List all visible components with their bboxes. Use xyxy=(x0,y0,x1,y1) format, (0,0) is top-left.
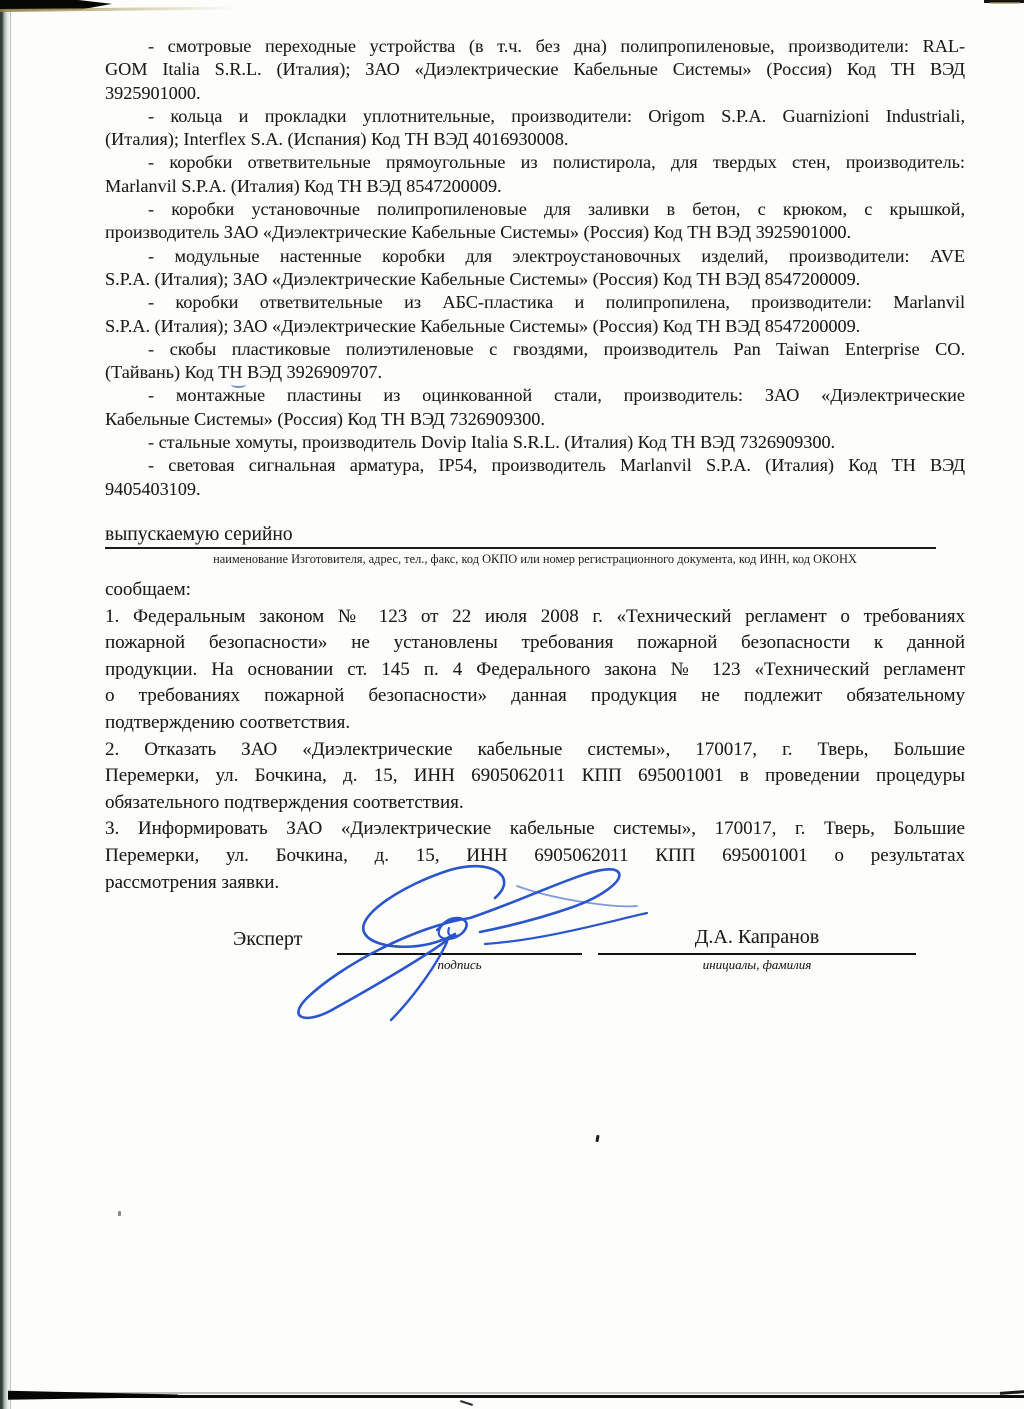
text-line: Marlanvil S.P.A. (Италия) Код ТН ВЭД 8547200009. xyxy=(105,175,502,196)
series-underline xyxy=(105,547,936,549)
name-line-caption: инициалы, фамилия xyxy=(702,957,812,972)
product-list xyxy=(105,35,965,501)
text-line: о требованиях пожарной безопасности» данная продукция не подлежит обязательному xyxy=(105,685,965,707)
text-line: 9405403109. xyxy=(105,478,201,499)
series-underlined-text: выпускаемую серийно xyxy=(105,524,293,545)
text-line: сообщаем: xyxy=(105,579,191,600)
text-line: - коробки установочные полипропиленовые для заливки в бетон, с крюком, с крышкой, xyxy=(148,199,965,220)
scan-edge-left-line xyxy=(10,0,11,1409)
scan-artifact-bottom-smear xyxy=(40,1392,1020,1394)
text-line: - скобы пластиковые полиэтиленовые с гвоздями, производитель Pan Taiwan Enterprise CO. xyxy=(148,338,965,359)
text-line: 3925901000. xyxy=(105,82,201,103)
text-line: GOM Italia S.R.L. (Италия); ЗАО «Диэлектрические Кабельные Системы» (Россия) Код ТН ВЭД xyxy=(105,59,965,80)
text-line: - коробки ответвительные прямоугольные из полистирола, для твердых стен, производитель: xyxy=(148,152,965,173)
scan-speck xyxy=(118,1211,121,1216)
text-line: подтверждению соответствия. xyxy=(105,711,351,733)
text-line: рассмотрения заявки. xyxy=(105,871,280,893)
expert-name: Д.А. Капранов xyxy=(694,926,820,948)
text-line: - модульные настенные коробки для электроустановочных изделий, производители: AVE xyxy=(148,245,965,266)
text-line: - монтажные пластины из оцинкованной стали, производитель: ЗАО «Диэлектрические xyxy=(148,385,965,406)
signature-scribble xyxy=(285,856,650,1031)
text-line: 2. Отказать ЗАО «Диэлектрические кабельные системы», 170017, г. Тверь, Большие xyxy=(105,738,965,760)
signature-line-caption: подпись xyxy=(437,957,482,972)
text-line: пожарной безопасности» не установлены требования пожарной безопасности к данной xyxy=(105,632,965,654)
text-line: - световая сигнальная арматура, IP54, производитель Marlanvil S.P.A. (Италия) Код ТН ВЭД xyxy=(148,455,965,476)
text-line: Кабельные Системы» (Россия) Код ТН ВЭД 7326909300. xyxy=(105,408,545,429)
text-line: продукции. На основании ст. 145 п. 4 Федерального закона № 123 «Технический регламент xyxy=(105,658,965,680)
text-line: - коробки ответвительные из АБС-пластика и полипропилена, производители: Marlanvil xyxy=(148,292,965,313)
text-line: 1. Федеральным законом № 123 от 22 июля 2008 г. «Технический регламент о требованиях xyxy=(105,605,965,627)
statement-text xyxy=(105,577,965,896)
text-line: S.P.A. (Италия); ЗАО «Диэлектрические Кабельные Системы» (Россия) Код ТН ВЭД 8547200009. xyxy=(105,315,861,336)
text-line: (Италия); Interflex S.A. (Испания) Код ТН ВЭД 4016930008. xyxy=(105,129,569,150)
series-section xyxy=(105,524,965,566)
scan-speck xyxy=(595,1135,599,1142)
text-line: обязательного подтверждения соответствия. xyxy=(105,791,464,813)
text-line: (Тайвань) Код ТН ВЭД 3926909707. xyxy=(105,362,383,383)
text-line: - смотровые переходные устройства (в т.ч. без дна) полипропиленовые, производители: RAL- xyxy=(148,36,965,56)
scan-artifact-top-right-tan xyxy=(990,2,1020,4)
text-line: производитель ЗАО «Диэлектрические Кабельные Системы» (Россия) Код ТН ВЭД 3925901000. xyxy=(105,222,852,243)
scan-artifact-bottom-mark xyxy=(460,1400,473,1406)
text-line: Перемерки, ул. Бочкина, д. 15, ИНН 6905062011 КПП 695001001 о результатах xyxy=(105,844,965,866)
text-line: - кольца и прокладки уплотнительные, производители: Origom S.P.A. Guarnizioni Industriali, xyxy=(148,105,965,126)
text-line: Перемерки, ул. Бочкина, д. 15, ИНН 6905062011 КПП 695001001 в проведении процедуры xyxy=(105,765,965,787)
expert-label: Эксперт xyxy=(233,928,303,950)
text-line: 3. Информировать ЗАО «Диэлектрические кабельные системы», 170017, г. Тверь, Большие xyxy=(105,818,965,840)
text-line: - стальные хомуты, производитель Dovip Italia S.R.L. (Италия) Код ТН ВЭД 7326909300. xyxy=(148,432,836,453)
text-line: S.P.A. (Италия); ЗАО «Диэлектрические Кабельные Системы» (Россия) Код ТН ВЭД 8547200009. xyxy=(105,268,861,289)
series-caption: наименование Изготовителя, адрес, тел., факс, код ОКПО или номер регистрационного документа, код ИНН, код ОКОНХ xyxy=(213,552,857,566)
